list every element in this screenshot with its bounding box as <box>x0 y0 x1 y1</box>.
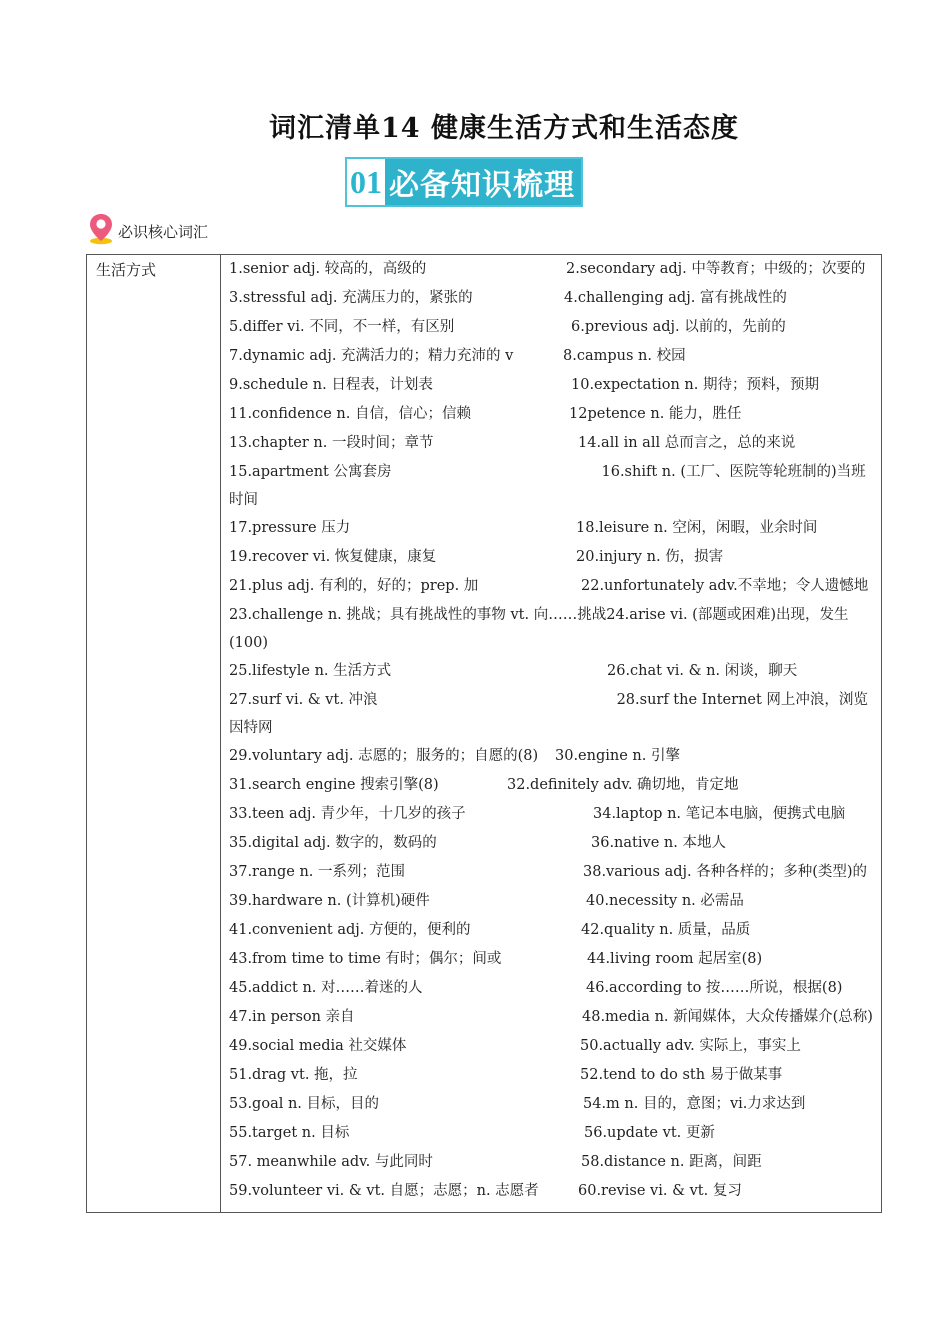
vocab-entry: 47.in person 亲自 <box>229 1009 355 1025</box>
vocab-entry: 19.recover vi. 恢复健康，康复 <box>229 549 437 565</box>
vocab-row <box>229 458 873 514</box>
vocab-entry: 41.convenient adj. 方便的，便利的 <box>229 922 471 938</box>
vocab-row <box>229 342 873 371</box>
vocab-entry: 5.differ vi. 不同，不一样，有区别 <box>229 319 455 335</box>
vocab-entry: 50.actually adv. 实际上，事实上 <box>580 1038 801 1054</box>
vocab-entry: 7.dynamic adj. 充满活力的；精力充沛的 v <box>229 348 514 364</box>
vocab-entry: 4.challenging adj. 富有挑战性的 <box>564 290 787 306</box>
vocab-entry: 33.teen adj. 青少年，十几岁的孩子 <box>229 806 466 822</box>
vocab-entry: 46.according to 按……所说，根据(8) <box>586 980 843 996</box>
vocab-row <box>229 1119 873 1148</box>
vocab-row <box>229 686 873 742</box>
vocab-entry: 16.shift n. (工厂、医院等轮班制的)当班时间 <box>229 464 866 508</box>
vocab-entry: 8.campus n. 校园 <box>563 348 686 364</box>
vocab-row <box>229 771 873 800</box>
vocab-entry: 58.distance n. 距离，间距 <box>581 1154 762 1170</box>
vocab-entry: 31.search engine 搜索引擎(8) <box>229 777 439 793</box>
vocab-entry: 6.previous adj. 以前的，先前的 <box>571 319 786 335</box>
category-cell: 生活方式 <box>87 255 221 1213</box>
vocab-entry: 15.apartment 公寓套房 <box>229 464 392 480</box>
vocab-entry: 32.definitely adv. 确切地，肯定地 <box>507 777 739 793</box>
vocab-row <box>229 657 873 686</box>
vocab-entry: 9.schedule n. 日程表，计划表 <box>229 377 433 393</box>
vocab-row <box>229 514 873 543</box>
word-list-cell <box>221 255 882 1213</box>
banner-number: 01 <box>347 159 385 205</box>
vocab-row <box>229 742 873 771</box>
vocab-row <box>229 887 873 916</box>
vocab-row <box>229 255 873 284</box>
vocab-entry: 52.tend to do sth 易于做某事 <box>580 1067 783 1083</box>
vocab-entry: 40.necessity n. 必需品 <box>586 893 744 909</box>
word-list <box>229 255 873 1206</box>
vocab-entry: 21.plus adj. 有利的，好的；prep. 加 <box>229 578 479 594</box>
vocabulary-table <box>86 254 882 1213</box>
vocab-entry: 14.all in all 总而言之，总的来说 <box>578 435 796 451</box>
vocab-entry: 3.stressful adj. 充满压力的，紧张的 <box>229 290 473 306</box>
vocab-entry: 24.arise vi. (部题或困难)出现，发生(100) <box>229 607 849 651</box>
vocab-entry: 20.injury n. 伤，损害 <box>576 549 724 565</box>
vocab-row <box>229 974 873 1003</box>
vocab-entry: 57. meanwhile adv. 与此同时 <box>229 1154 433 1170</box>
vocab-entry: 22.unfortunately adv.不幸地；令人遗憾地 <box>581 578 869 594</box>
vocab-entry: 27.surf vi. & vt. 冲浪 <box>229 692 378 708</box>
vocab-entry: 42.quality n. 质量，品质 <box>581 922 751 938</box>
vocab-entry: 13.chapter n. 一段时间；章节 <box>229 435 434 451</box>
vocab-row <box>229 1177 873 1206</box>
vocab-entry: 35.digital adj. 数字的，数码的 <box>229 835 437 851</box>
vocab-row <box>229 858 873 887</box>
vocab-entry: 56.update vt. 更新 <box>584 1125 715 1141</box>
vocab-row <box>229 829 873 858</box>
vocab-row <box>229 400 873 429</box>
vocab-entry: 51.drag vt. 拖，拉 <box>229 1067 358 1083</box>
vocab-entry: 1.senior adj. 较高的，高级的 <box>229 261 427 277</box>
vocab-entry: 49.social media 社交媒体 <box>229 1038 407 1054</box>
vocab-row <box>229 429 873 458</box>
vocab-entry: 36.native n. 本地人 <box>591 835 726 851</box>
vocab-row <box>229 916 873 945</box>
vocab-row <box>229 1003 873 1032</box>
vocab-entry: 25.lifestyle n. 生活方式 <box>229 663 392 679</box>
vocab-row <box>229 1148 873 1177</box>
vocab-entry: 10.expectation n. 期待；预料，预期 <box>571 377 819 393</box>
vocab-entry: 18.leisure n. 空闲，闲暇，业余时间 <box>576 520 818 536</box>
vocab-entry: 44.living room 起居室(8) <box>587 951 763 967</box>
vocab-entry: 43.from time to time 有时；偶尔；间或 <box>229 951 502 967</box>
vocab-row <box>229 1061 873 1090</box>
section-heading <box>88 213 208 245</box>
vocab-entry: 38.various adj. 各种各样的；多种(类型)的 <box>583 864 868 880</box>
vocab-row <box>229 1090 873 1119</box>
vocab-row <box>229 371 873 400</box>
vocab-entry: 53.goal n. 目标，目的 <box>229 1096 380 1112</box>
vocab-entry: 30.engine n. 引擎 <box>555 748 680 764</box>
vocab-entry: 12petence n. 能力，胜任 <box>569 406 742 422</box>
vocab-entry: 55.target n. 目标 <box>229 1125 350 1141</box>
vocab-row <box>229 800 873 829</box>
vocab-row <box>229 601 873 657</box>
vocab-entry: 26.chat vi. & n. 闲谈，聊天 <box>607 663 798 679</box>
document-title: 词汇清单14 健康生活方式和生活态度 <box>269 113 739 144</box>
vocab-entry: 28.surf the Internet 网上冲浪，浏览因特网 <box>229 692 868 736</box>
vocab-row <box>229 572 873 601</box>
vocab-row <box>229 543 873 572</box>
vocab-entry: 23.challenge n. 挑战；具有挑战性的事物 vt. 向……挑战 <box>229 607 607 623</box>
vocab-entry: 45.addict n. 对……着迷的人 <box>229 980 423 996</box>
section-label: 必识核心词汇 <box>118 222 209 241</box>
vocab-entry: 34.laptop n. 笔记本电脑，便携式电脑 <box>593 806 846 822</box>
vocab-entry: 2.secondary adj. 中等教育；中级的；次要的 <box>566 261 866 277</box>
vocab-entry: 54.m n. 目的，意图；vi.力求达到 <box>583 1096 806 1112</box>
vocab-entry: 11.confidence n. 自信，信心；信赖 <box>229 406 471 422</box>
vocab-entry: 29.voluntary adj. 志愿的；服务的；自愿的(8) <box>229 748 539 764</box>
vocab-entry: 60.revise vi. & vt. 复习 <box>578 1183 742 1199</box>
section-banner <box>345 157 583 207</box>
vocab-row <box>229 945 873 974</box>
vocab-row <box>229 284 873 313</box>
vocab-entry: 59.volunteer vi. & vt. 自愿；志愿；n. 志愿者 <box>229 1183 539 1199</box>
vocab-entry: 39.hardware n. (计算机)硬件 <box>229 893 430 909</box>
location-pin-icon <box>88 213 114 245</box>
vocab-entry: 37.range n. 一系列；范围 <box>229 864 406 880</box>
banner-text: 必备知识梳理 <box>385 159 581 205</box>
vocab-entry: 17.pressure 压力 <box>229 520 351 536</box>
vocab-entry: 48.media n. 新闻媒体，大众传播媒介(总称) <box>582 1009 873 1025</box>
vocab-row <box>229 313 873 342</box>
vocab-row <box>229 1032 873 1061</box>
